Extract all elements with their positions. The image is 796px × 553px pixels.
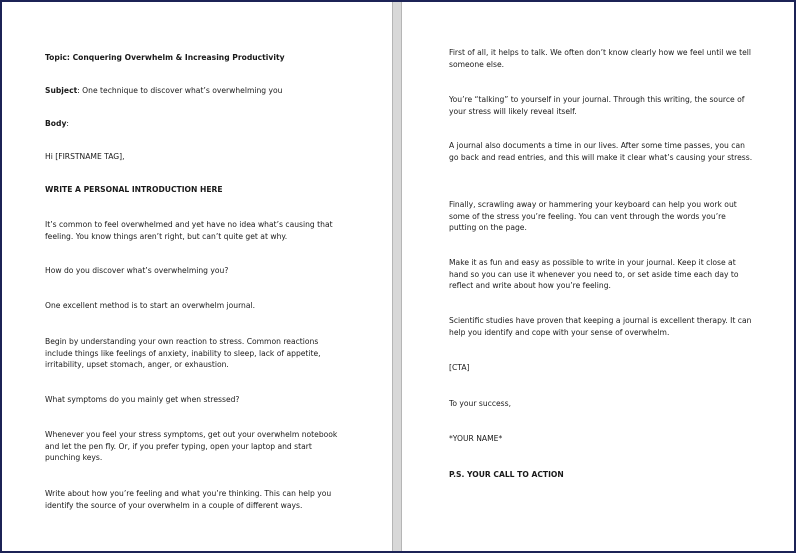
cta-placeholder: [CTA] [449,363,470,372]
paragraph: Whenever you feel your stress symptoms, get out your overwhelm notebook and let the pen fly. Or, if you prefer typing, open your laptop and start punching keys. [45,430,338,462]
intro-heading: WRITE A PERSONAL INTRODUCTION HERE [45,185,223,194]
paragraph: One excellent method is to start an overwhelm journal. [45,301,256,310]
greeting: Hi [FIRSTNAME TAG], [45,152,125,161]
document-page-1 [2,2,392,551]
paragraph: It’s common to feel overwhelmed and yet have no idea what’s causing that feeling. You know things aren’t right, but can’t quite get at why. [45,220,333,241]
body-label: Body [45,119,67,128]
signature-placeholder: *YOUR NAME* [449,434,503,443]
paragraph: A journal also documents a time in our lives. After some time passes, you can go back and read entries, and this will make it clear what’s causing your stress. [449,141,753,162]
paragraph: You’re “talking” to yourself in your journal. Through this writing, the source of your stress will likely reveal itself. [449,95,745,116]
document-page-2 [402,2,794,551]
paragraph: Begin by understanding your own reaction to stress. Common reactions include things like feelings of anxiety, inability to sleep, lack of appetite, irritability, upset stomach, anger, or exhaustion. [45,337,321,369]
body-colon: : [66,119,69,128]
paragraph: First of all, it helps to talk. We often don’t know clearly how we feel until we tell someone else. [449,48,751,69]
paragraph: How do you discover what’s overwhelming you? [45,266,229,275]
subject-line [45,85,345,97]
body-line [45,118,345,130]
subject-label: Subject [45,86,78,95]
paragraph: Finally, scrawling away or hammering your keyboard can help you work out some of the stress you’re feeling. You can vent through the words you’re putting on the page. [449,200,737,232]
paragraph: What symptoms do you mainly get when stressed? [45,395,240,404]
closing-line: To your success, [449,399,512,408]
ps-line: P.S. YOUR CALL TO ACTION [449,470,564,479]
paragraph: Scientific studies have proven that keeping a journal is excellent therapy. It can help you identify and cope with your sense of overwhelm. [449,316,752,337]
page-gutter [392,2,402,551]
document-viewer [2,2,794,551]
paragraph: Write about how you’re feeling and what you’re thinking. This can help you identify the source of your overwhelm in a couple of different ways. [45,489,332,510]
topic-line: Topic: Conquering Overwhelm & Increasing Productivity [45,53,285,62]
paragraph: Make it as fun and easy as possible to write in your journal. Keep it close at hand so you can use it whenever you need to, or set aside time each day to reflect and write about how you’re feeling. [449,258,739,290]
subject-text: : One technique to discover what’s overwhelming you [77,86,283,95]
